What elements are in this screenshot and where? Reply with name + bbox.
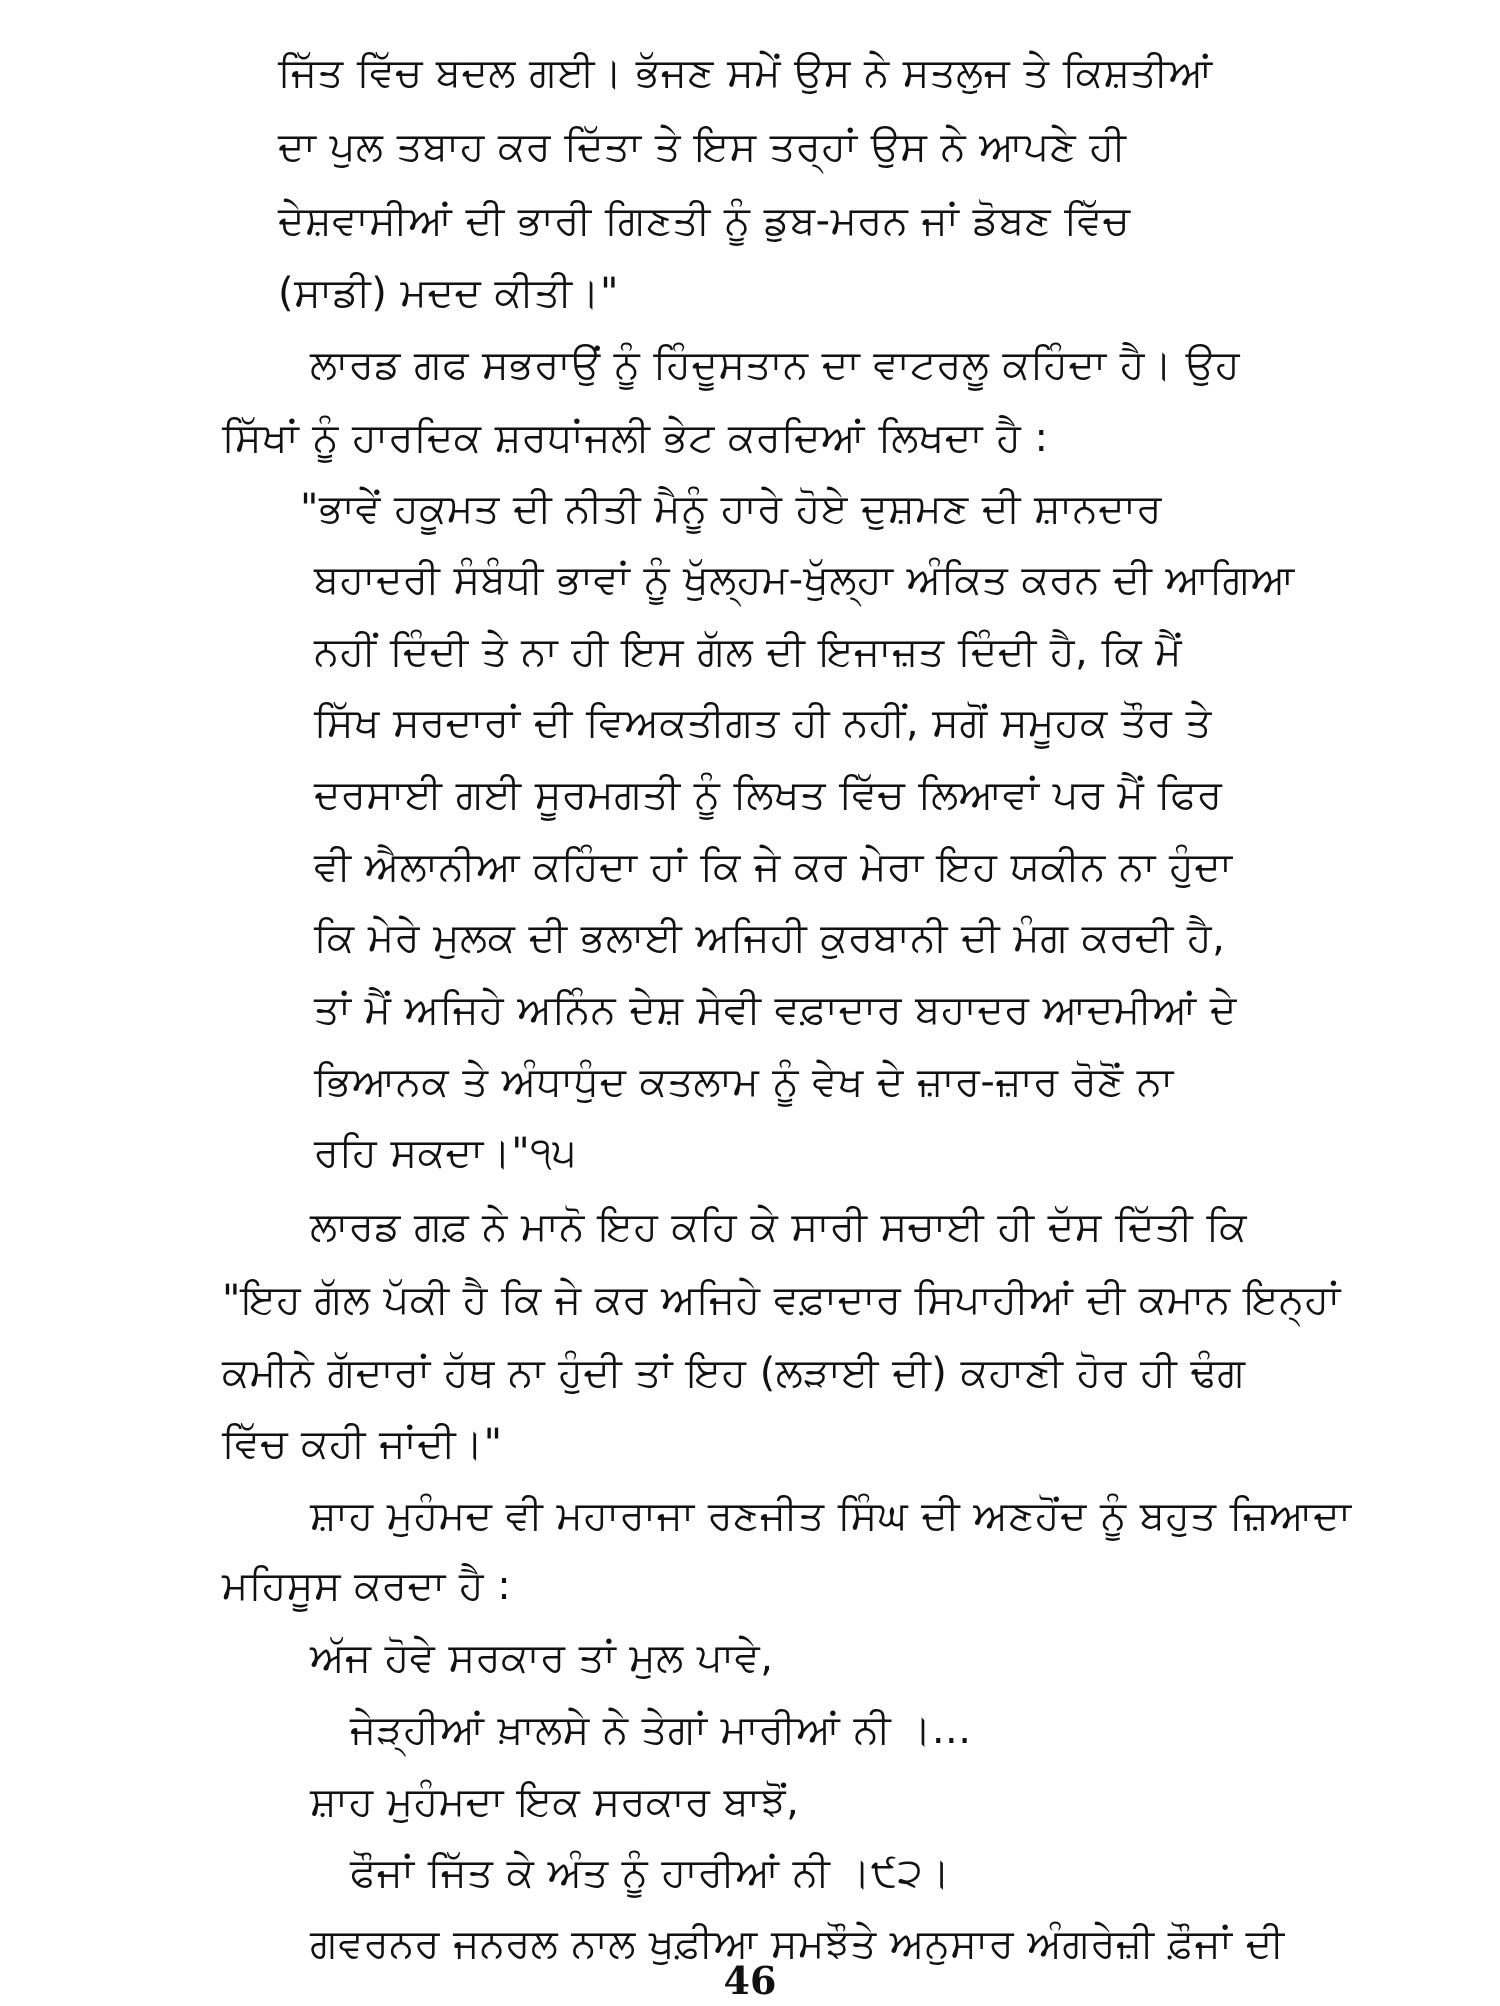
text-line: "ਇਹ ਗੱਲ ਪੱਕੀ ਹੈ ਕਿ ਜੇ ਕਰ ਅਜਿਹੇ ਵਫ਼ਾਦਾਰ ਸਿਪਾਹੀਆਂ ਦੀ ਕਮਾਨ ਇਨ੍ਹਾਂ xyxy=(222,1277,1341,1323)
quote-line: ਸਿੱਖ ਸਰਦਾਰਾਂ ਦੀ ਵਿਅਕਤੀਗਤ ਹੀ ਨਹੀਂ, ਸਗੋਂ ਸਮੂਹਕ ਤੌਰ ਤੇ xyxy=(314,700,1212,746)
text-line: ਦੇਸ਼ਵਾਸੀਆਂ ਦੀ ਭਾਰੀ ਗਿਣਤੀ ਨੂੰ ਡੁਬ-ਮਰਨ ਜਾਂ ਡੋਬਣ ਵਿੱਚ xyxy=(278,198,1131,244)
quote-line: ਤਾਂ ਮੈਂ ਅਜਿਹੇ ਅਨਿੰਨ ਦੇਸ਼ ਸੇਵੀ ਵਫ਼ਾਦਾਰ ਬਹਾਦਰ ਆਦਮੀਆਂ ਦੇ xyxy=(314,987,1237,1033)
text-line: ਕਮੀਨੇ ਗੱਦਾਰਾਂ ਹੱਥ ਨਾ ਹੁੰਦੀ ਤਾਂ ਇਹ (ਲੜਾਈ ਦੀ) ਕਹਾਣੀ ਹੋਰ ਹੀ ਢੰਗ xyxy=(222,1350,1246,1396)
quote-line: ਬਹਾਦਰੀ ਸੰਬੰਧੀ ਭਾਵਾਂ ਨੂੰ ਖੁੱਲ੍ਹਮ-ਖੁੱਲ੍ਹਾ ਅੰਕਿਤ ਕਰਨ ਦੀ ਆਗਿਆ xyxy=(314,557,1295,603)
quote-line: ਭਿਆਨਕ ਤੇ ਅੰਧਾਧੁੰਦ ਕਤਲਾਮ ਨੂੰ ਵੇਖ ਦੇ ਜ਼ਾਰ-ਜ਼ਾਰ ਰੋਣੋਂ ਨਾ xyxy=(314,1059,1174,1105)
quote-line: ਕਿ ਮੇਰੇ ਮੁਲਕ ਦੀ ਭਲਾਈ ਅਜਿਹੀ ਕੁਰਬਾਨੀ ਦੀ ਮੰਗ ਕਰਦੀ ਹੈ, xyxy=(314,915,1226,961)
verse-line: ਜੇੜ੍ਹੀਆਂ ਖ਼ਾਲਸੇ ਨੇ ਤੇਗਾਂ ਮਾਰੀਆਂ ਨੀ ।... xyxy=(350,1707,972,1753)
verse-line: ਸ਼ਾਹ ਮੁਹੰਮਦਾ ਇਕ ਸਰਕਾਰ ਬਾਝੋਂ, xyxy=(310,1779,800,1825)
text-line: ਸ਼ਾਹ ਮੁਹੰਮਦ ਵੀ ਮਹਾਰਾਜਾ ਰਣਜੀਤ ਸਿੰਘ ਦੀ ਅਣਹੋਂਦ ਨੂੰ ਬਹੁਤ ਜ਼ਿਆਦਾ xyxy=(310,1493,1352,1539)
text-line: ਦਾ ਪੁਲ ਤਬਾਹ ਕਰ ਦਿੱਤਾ ਤੇ ਇਸ ਤਰ੍ਹਾਂ ਉਸ ਨੇ ਆਪਣੇ ਹੀ xyxy=(278,124,1127,170)
verse-line: ਅੱਜ ਹੋਵੇ ਸਰਕਾਰ ਤਾਂ ਮੁਲ ਪਾਵੇ, xyxy=(310,1635,774,1681)
quote-line: ਰਹਿ ਸਕਦਾ।"੧੫ xyxy=(314,1130,577,1176)
text-line: ਵਿੱਚ ਕਹੀ ਜਾਂਦੀ।" xyxy=(222,1421,503,1467)
quote-line: "ਭਾਵੇਂ ਹਕੂਮਤ ਦੀ ਨੀਤੀ ਮੈਨੂੰ ਹਾਰੇ ਹੋਏ ਦੁਸ਼ਮਣ ਦੀ ਸ਼ਾਨਦਾਰ xyxy=(300,486,1162,532)
quote-line: ਨਹੀਂ ਦਿੰਦੀ ਤੇ ਨਾ ਹੀ ਇਸ ਗੱਲ ਦੀ ਇਜਾਜ਼ਤ ਦਿੰਦੀ ਹੈ, ਕਿ ਮੈਂ xyxy=(314,629,1183,675)
text-line: ਲਾਰਡ ਗਫ਼ ਨੇ ਮਾਨੋ ਇਹ ਕਹਿ ਕੇ ਸਾਰੀ ਸਚਾਈ ਹੀ ਦੱਸ ਦਿੱਤੀ ਕਿ xyxy=(310,1204,1247,1250)
text-line: ਮਹਿਸੂਸ ਕਰਦਾ ਹੈ : xyxy=(222,1563,512,1609)
text-line: (ਸਾਡੀ) ਮਦਦ ਕੀਤੀ।" xyxy=(278,270,619,316)
verse-line: ਫੌਜਾਂ ਜਿੱਤ ਕੇ ਅੰਤ ਨੂੰ ਹਾਰੀਆਂ ਨੀ ।੯੨। xyxy=(350,1850,951,1896)
quote-line: ਵੀ ਐਲਾਨੀਆ ਕਹਿੰਦਾ ਹਾਂ ਕਿ ਜੇ ਕਰ ਮੇਰਾ ਇਹ ਯਕੀਨ ਨਾ ਹੁੰਦਾ xyxy=(314,844,1233,890)
text-line: ਗਵਰਨਰ ਜਨਰਲ ਨਾਲ ਖੁਫ਼ੀਆ ਸਮਝੌਤੇ ਅਨੁਸਾਰ ਅੰਗਰੇਜ਼ੀ ਫ਼ੌਜਾਂ ਦੀ xyxy=(310,1921,1285,1967)
page-number: 46 xyxy=(723,1958,777,2003)
text-line: ਸਿੱਖਾਂ ਨੂੰ ਹਾਰਦਿਕ ਸ਼ਰਧਾਂਜਲੀ ਭੇਟ ਕਰਦਿਆਂ ਲਿਖਦਾ ਹੈ : xyxy=(222,415,1049,461)
text-line: ਲਾਰਡ ਗਫ ਸਭਰਾਉਂ ਨੂੰ ਹਿੰਦੂਸਤਾਨ ਦਾ ਵਾਟਰਲੂ ਕਹਿੰਦਾ ਹੈ। ਉਹ xyxy=(310,342,1241,388)
text-line: ਜਿੱਤ ਵਿੱਚ ਬਦਲ ਗਈ। ਭੱਜਣ ਸਮੇਂ ਉਸ ਨੇ ਸਤਲੁਜ ਤੇ ਕਿਸ਼ਤੀਆਂ xyxy=(278,50,1213,96)
quote-line: ਦਰਸਾਈ ਗਈ ਸੂਰਮਗਤੀ ਨੂੰ ਲਿਖਤ ਵਿੱਚ ਲਿਆਵਾਂ ਪਰ ਮੈਂ ਫਿਰ xyxy=(314,772,1223,818)
